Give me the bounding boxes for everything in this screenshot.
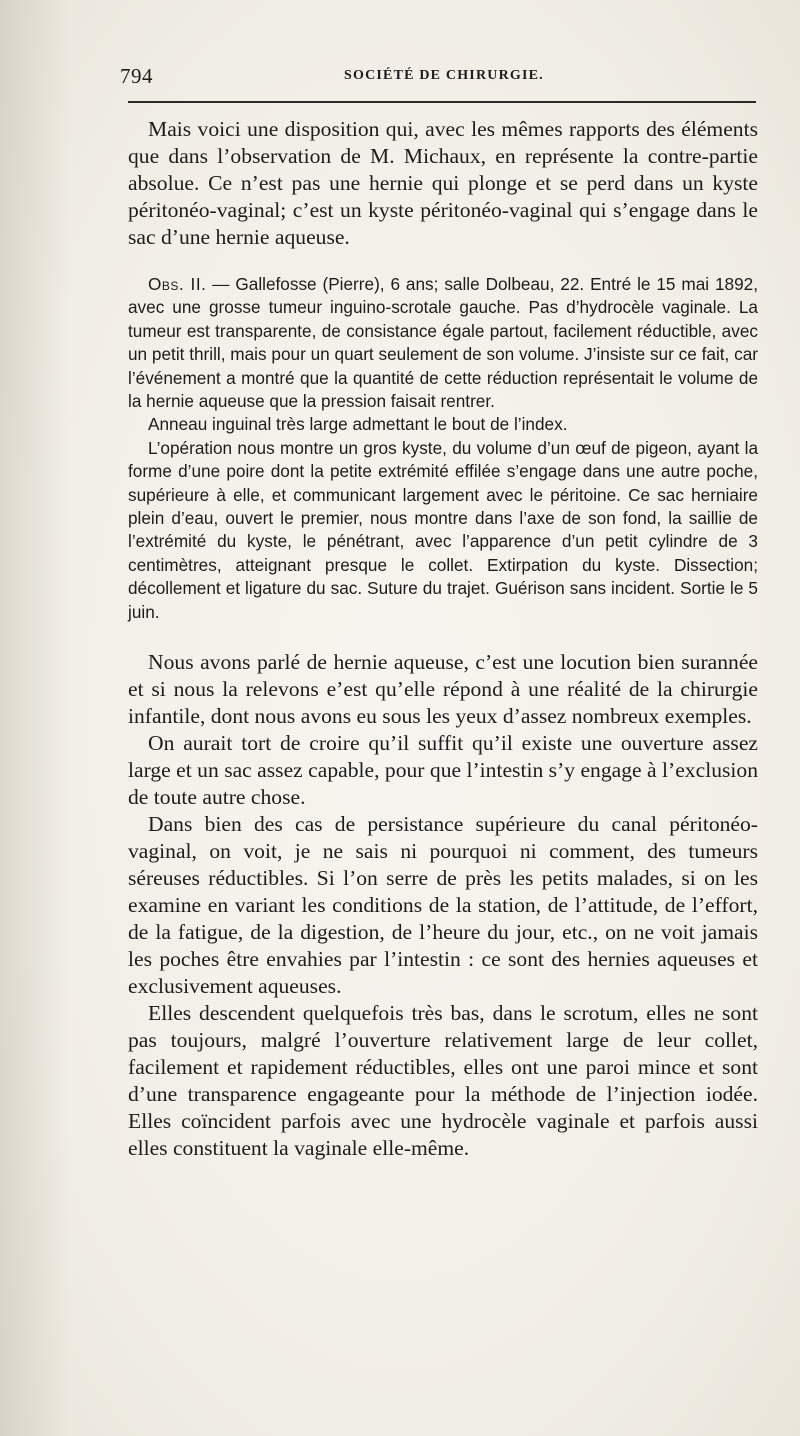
paragraph-anneau: Anneau inguinal très large admettant le bout de l’index. — [148, 414, 568, 435]
paragraph-tort: On aurait tort de croire qu’il suffit qu’il existe une ouverture assez large et un sac assez capable, pour que l’intestin s’y engage à l’exclusion de toute autre chose. — [128, 731, 758, 810]
page-header — [120, 64, 760, 92]
running-head: SOCIÉTÉ DE CHIRURGIE. — [344, 68, 544, 83]
page-edge-shadow — [0, 0, 70, 1436]
spacer — [128, 251, 758, 273]
paragraph-descendent: Elles descendent quelquefois très bas, dans le scrotum, elles ne sont pas toujours, malgré l’ouverture relativement large de leur collet, facilement et rapidement réductibles, elles ont une paroi mince et sont d’une transparence engageante pour la méthode de l’injection iodée. Elles coïncident parfois avec une hydrocèle vaginale et parfois aussi elles constituent la vaginale elle-même. — [128, 1001, 758, 1161]
paragraph-hernie-aqueuse: Nous avons parlé de hernie aqueuse, c’est une locution bien surannée et si nous la relevons e’est qu’elle répond à une réalité de la chirurgie infantile, dont nous avons eu sous les yeux d’assez nombreux exemples. — [128, 650, 758, 729]
body-text — [128, 116, 758, 1162]
paragraph-cas: Dans bien des cas de persistance supérieure du canal péritonéo-vaginal, on voit, je ne sais ni pourquoi ni comment, des tumeurs séreuses réductibles. Si l’on serre de près les petits malades, si on les examine en variant les conditions de la station, de l’attitude, de l’effort, de la fatigue, de la digestion, de l’heure du jour, etc., on ne voit jamais les poches être envahies par l’intestin : ce sont des hernies aqueuses et exclusivement aqueuses. — [128, 812, 758, 999]
page-number: 794 — [120, 64, 153, 88]
paragraph-operation: L’opération nous montre un gros kyste, du volume d’un œuf de pigeon, ayant la forme d’une poire dont la petite extrémité effilée s’engage dans une autre poche, supérieure à elle, et communicant largement avec le péritoine. Ce sac herniaire plein d’eau, ouvert le premier, nous montre dans l’axe de son fond, la saillie de l’extrémité du kyste, le pénétrant, avec l’apparence d’un petit cylindre de 3 centimètres, atteignant presque le collet. Extirpation du kyste. Dissection; décollement et ligature du sac. Suture du trajet. Guérison sans incident. Sortie le 5 juin. — [128, 437, 758, 622]
observation-text: — Gallefosse (Pierre), 6 ans; salle Dolbeau, 22. Entré le 15 mai 1892, avec une grosse tumeur inguino-scrotale gauche. Pas d’hydrocèle vaginale. La tumeur est transparente, de consistance égale partout, facilement réductible, avec un petit thrill, mais pour un quart seulement de son volume. J’insiste sur ce fait, car l’événement a montré que la quantité de cette réduction représentait le volume de la hernie aqueuse que la pression faisait rentrer. — [128, 274, 758, 412]
spacer — [128, 624, 758, 649]
paragraph-intro: Mais voici une disposition qui, avec les mêmes rapports des éléments que dans l’observation de M. Michaux, en représente la contre-partie absolue. Ce n’est pas une hernie qui plonge et se perd dans un kyste péritonéo-vaginal; c’est un kyste péritonéo-vaginal qui s’engage dans le sac d’une hernie aqueuse. — [128, 117, 758, 249]
paragraph-observation — [128, 273, 758, 413]
observation-label: Obs. II. — [148, 274, 207, 294]
header-rule — [128, 101, 756, 103]
